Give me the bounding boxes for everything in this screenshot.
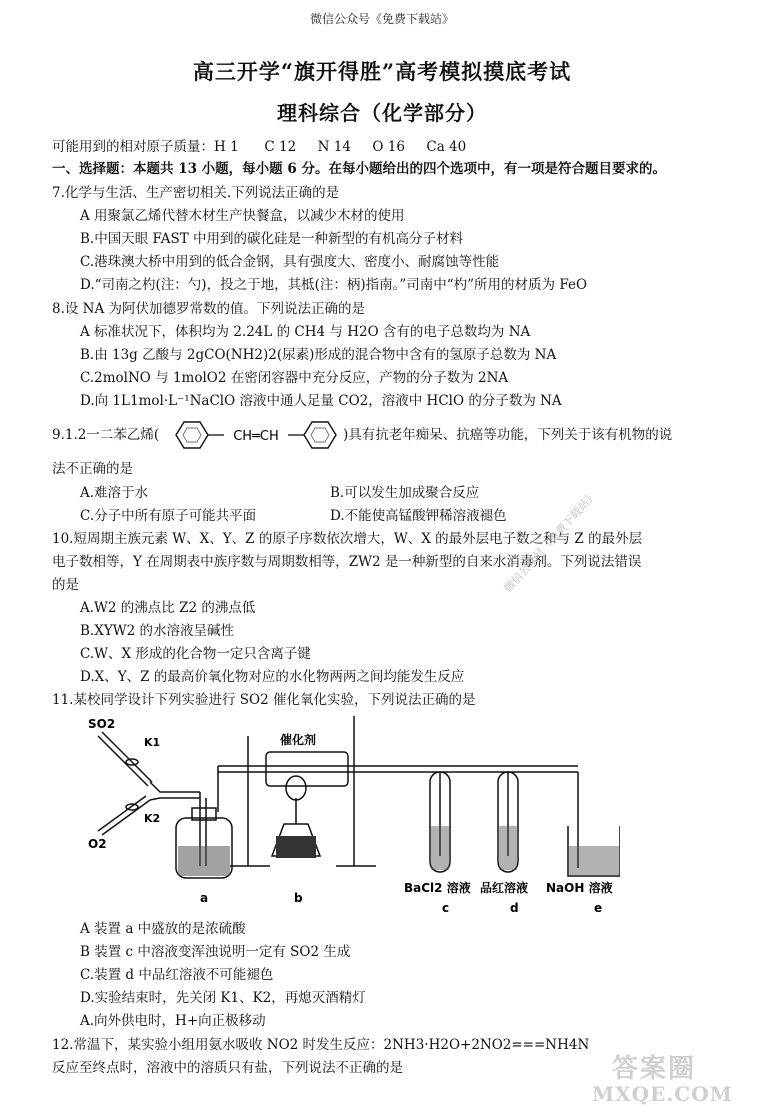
q11-extra-line: A.向外供电时，H+向正极移动 (80, 1013, 266, 1029)
q10-option-c: C.W、X 形成的化合物一定只含离子键 (80, 646, 311, 662)
label-k1: K1 (144, 736, 161, 749)
q8-stem: 8.设 NA 为阿伏加德罗常数的值。下列说法正确的是 (52, 301, 366, 317)
q8-option-d: D.向 1L1mol·L⁻¹NaClO 溶液中通人足量 CO2，溶液中 HClO 的分子数为 NA (80, 393, 562, 409)
q12-stem-line1: 12.常温下，某实验小组用氨水吸收 NO2 时发生反应：2NH3·H2O+2NO2===NH4N (52, 1037, 590, 1053)
q10-stem-line2: 电子数相等，Y 在周期表中族序数与周期数相等，ZW2 是一种新型的自来水消毒剂。下列说法错误 (52, 554, 642, 570)
corner-watermark-url: MXQE.COM (592, 1082, 733, 1106)
q7-option-d: D.“司南之杓(注：勺)，投之于地，其柢(注：柄)指南。”司南中“杓”所用的材质为 FeO (80, 277, 588, 293)
stilbene-linker: CH═CH (233, 429, 279, 444)
label-b: b (294, 891, 303, 905)
q9-option-d: D.不能使高锰酸钾稀溶液褪色 (330, 508, 507, 524)
label-a: a (200, 891, 209, 905)
q8-option-c: C.2molNO 与 1molO2 在密闭容器中充分反应，产物的分子数为 2NA (80, 370, 509, 386)
so2-oxidation-apparatus (80, 716, 620, 916)
label-k2: K2 (144, 812, 161, 825)
q9-stem-after: )具有抗老年痴呆、抗癌等功能，下列关于该有机物的说 (343, 427, 673, 443)
solution-c: BaCl2 溶液 (404, 881, 471, 895)
q7-stem: 7.化学与生活、生产密切相关.下列说法正确的是 (52, 185, 340, 201)
q9-option-a: A.难溶于水 (80, 485, 149, 501)
q9-stem-before: 9.1.2一二苯乙烯( (52, 427, 160, 443)
q11-stem: 11.某校同学设计下列实验进行 SO2 催化氧化实验，下列说法正确的是 (52, 692, 476, 708)
q10-option-a: A.W2 的沸点比 Z2 的沸点低 (80, 600, 256, 616)
side-watermark: 微信公众号《免费下载站》 (501, 488, 600, 596)
q11-option-c: C.装置 d 中品红溶液不可能褪色 (80, 967, 274, 983)
q10-option-d: D.X、Y、Z 的最高价氧化物对应的水化物两两之间均能发生反应 (80, 669, 465, 685)
q11-option-d: D.实验结束时，先关闭 K1、K2，再熄灭酒精灯 (80, 990, 366, 1006)
q7-option-b: B.中国天眼 FAST 中用到的碳化硅是一种新型的有机高分子材料 (80, 231, 463, 247)
label-o2: O2 (88, 837, 107, 851)
label-c: c (442, 901, 450, 915)
header-note: 微信公众号《免费下载站》 (309, 12, 454, 26)
corner-watermark: 答案圈 (612, 1054, 697, 1084)
q7-option-a: A 用聚氯乙烯代替木材生产快餐盒，以减少木材的使用 (80, 208, 405, 224)
label-d: d (510, 901, 519, 915)
exam-subtitle: 理科综合（化学部分） (277, 101, 487, 125)
q12-stem-line2: 反应至终点时，溶液中的溶质只有盐，下列说法不正确的是 (52, 1060, 403, 1076)
q8-option-a: A 标准状况下，体积均为 2.24L 的 CH4 与 H2O 含有的电子总数均为 NA (80, 324, 531, 340)
q9-option-c: C.分子中所有原子可能共平面 (80, 508, 257, 524)
label-e: e (594, 901, 603, 915)
atomic-masses: 可能用到的相对原子质量：H 1 C 12 N 14 O 16 Ca 40 (52, 139, 467, 155)
q10-option-b: B.XYW2 的水溶液呈碱性 (80, 623, 234, 639)
q7-option-c: C.港珠澳大桥中用到的低合金钢，具有强度大、密度小、耐腐蚀等性能 (80, 254, 500, 270)
label-so2: SO2 (88, 717, 116, 731)
q8-option-b: B.由 13g 乙酸与 2gCO(NH2)2(尿素)形成的混合物中含有的氢原子总数为 NA (80, 347, 557, 363)
q11-option-b: B 装置 c 中溶液变浑浊说明一定有 SO2 生成 (80, 944, 351, 960)
q9-option-b: B.可以发生加成聚合反应 (330, 485, 480, 501)
q9-stem-line2: 法不正确的是 (52, 461, 133, 477)
solution-e: NaOH 溶液 (546, 881, 613, 895)
label-catalyst: 催化剂 (280, 733, 317, 747)
q10-stem-line3: 的是 (52, 577, 79, 593)
q11-option-a: A 装置 a 中盛放的是浓硫酸 (80, 921, 246, 937)
stilbene-structure (172, 418, 342, 452)
section-heading: 一、选择题：本题共 13 小题，每小题 6 分。在每小题给出的四个选项中，有一项是符合题目要求的。 (52, 161, 666, 177)
exam-title: 高三开学“旗开得胜”高考模拟摸底考试 (192, 59, 572, 84)
solution-d: 品红溶液 (480, 881, 529, 895)
q10-stem-line1: 10.短周期主族元素 W、X、Y、Z 的原子序数依次增大，W、X 的最外层电子数之和与 Z 的最外层 (52, 531, 643, 547)
